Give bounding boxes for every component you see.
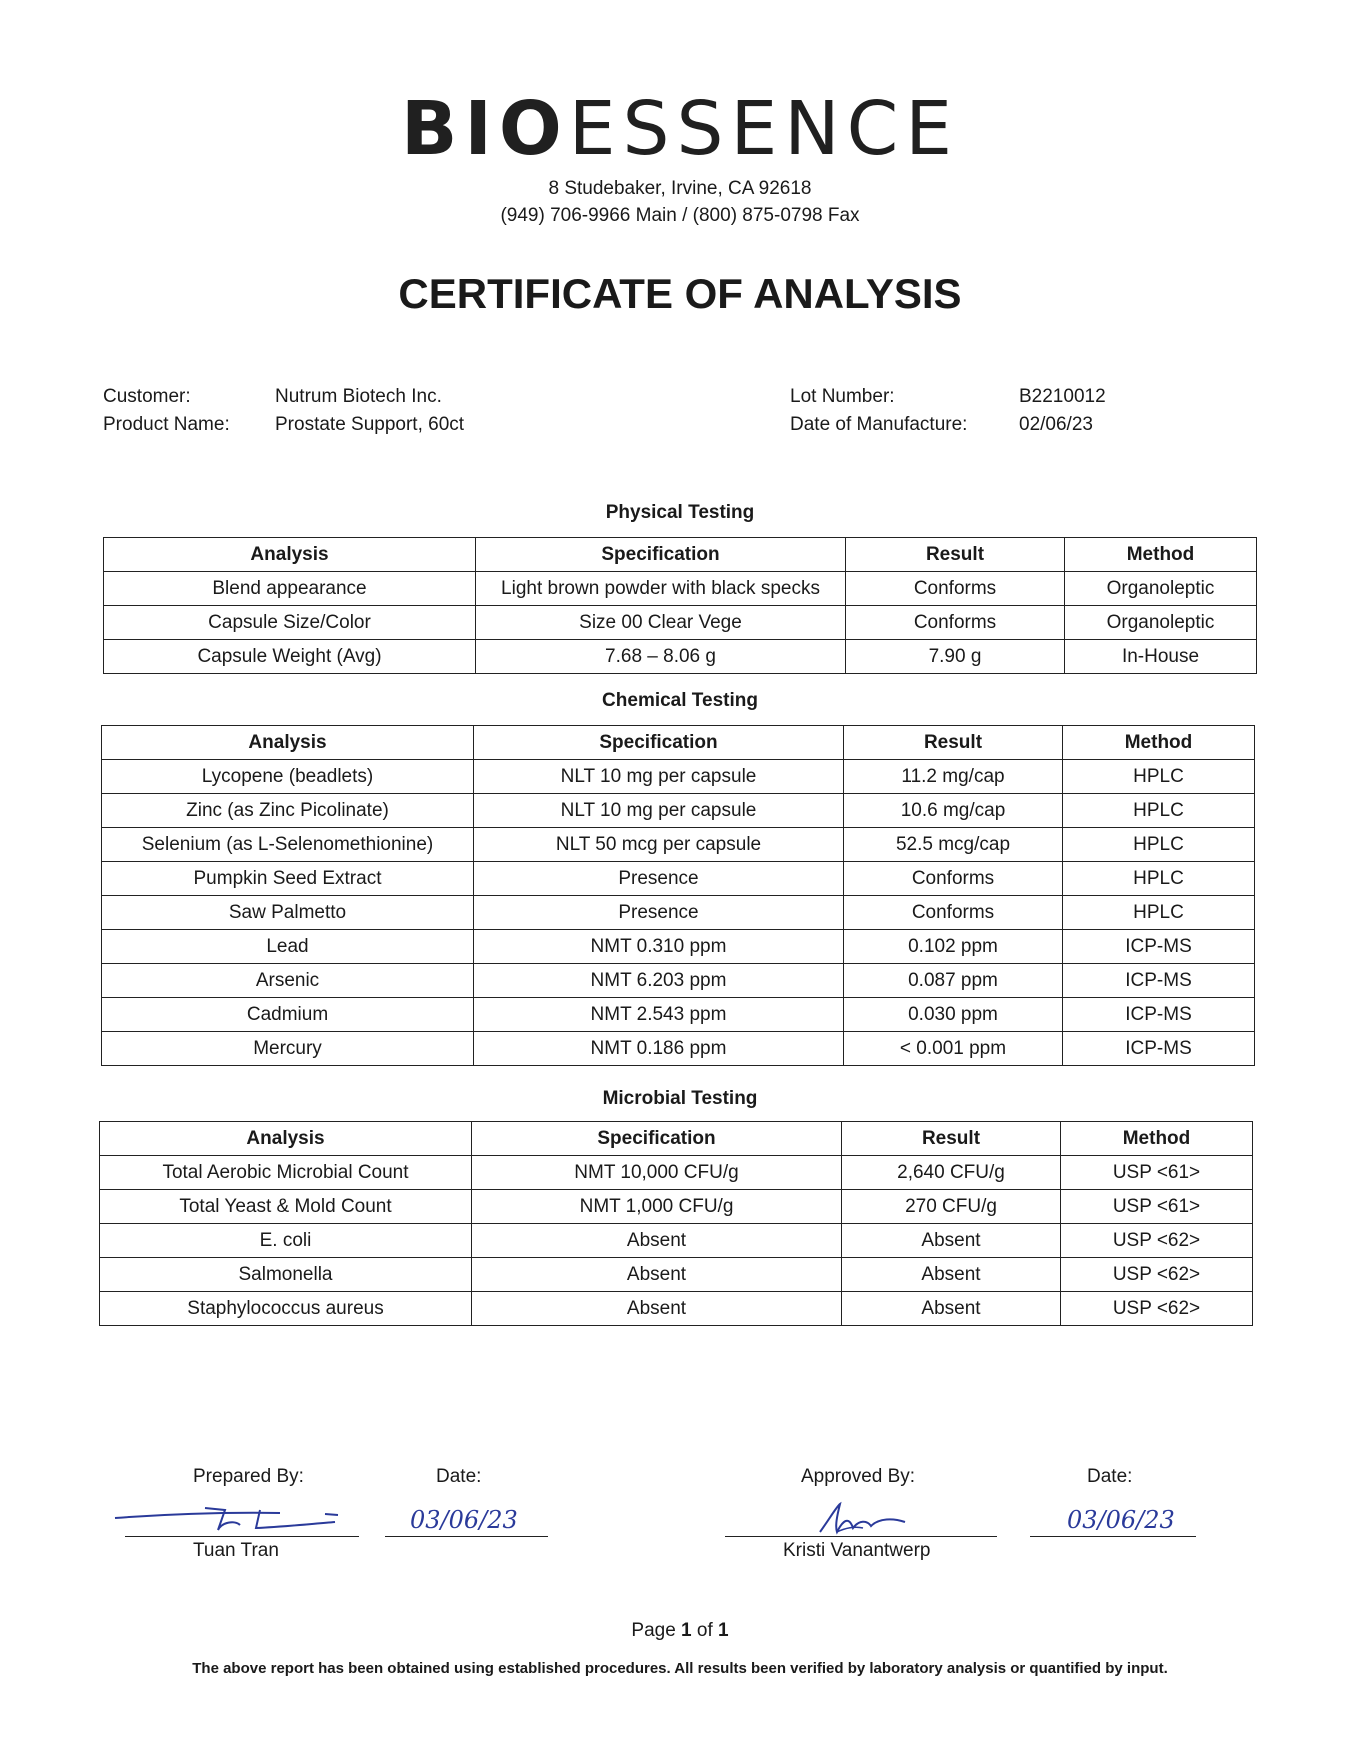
table-cell: < 0.001 ppm bbox=[844, 1032, 1063, 1066]
table-cell: Organoleptic bbox=[1065, 572, 1257, 606]
table-cell: USP <62> bbox=[1061, 1258, 1253, 1292]
prepared-by-label: Prepared By: bbox=[193, 1466, 304, 1487]
table-cell: 0.030 ppm bbox=[844, 998, 1063, 1032]
prepared-by-name: Tuan Tran bbox=[193, 1540, 279, 1561]
customer-label: Customer: bbox=[103, 386, 191, 407]
table-cell: 0.102 ppm bbox=[844, 930, 1063, 964]
column-header: Result bbox=[842, 1122, 1061, 1156]
table-cell: Selenium (as L-Selenomethionine) bbox=[102, 828, 474, 862]
company-address: 8 Studebaker, Irvine, CA 92618 bbox=[548, 178, 812, 199]
approved-by-label: Approved By: bbox=[801, 1466, 916, 1487]
table-cell: HPLC bbox=[1063, 862, 1255, 896]
table-cell: Absent bbox=[472, 1224, 842, 1258]
table-cell: 0.087 ppm bbox=[844, 964, 1063, 998]
microbial-testing-title: Microbial Testing bbox=[602, 1088, 758, 1109]
table-cell: HPLC bbox=[1063, 760, 1255, 794]
table-row bbox=[102, 760, 1255, 794]
table-row bbox=[102, 998, 1255, 1032]
table-row bbox=[102, 794, 1255, 828]
table-row bbox=[100, 1224, 1253, 1258]
table-row bbox=[102, 930, 1255, 964]
table-row bbox=[102, 964, 1255, 998]
column-header: Analysis bbox=[102, 726, 474, 760]
table-row bbox=[100, 1258, 1253, 1292]
table-cell: Presence bbox=[474, 862, 844, 896]
physical-testing-table bbox=[103, 537, 1257, 674]
table-cell: NMT 0.186 ppm bbox=[474, 1032, 844, 1066]
chemical-testing-table bbox=[101, 725, 1255, 1066]
table-cell: NLT 10 mg per capsule bbox=[474, 760, 844, 794]
table-cell: Cadmium bbox=[102, 998, 474, 1032]
table-cell: Absent bbox=[842, 1292, 1061, 1326]
column-header: Method bbox=[1061, 1122, 1253, 1156]
table-cell: 52.5 mcg/cap bbox=[844, 828, 1063, 862]
approved-date-line bbox=[1030, 1536, 1196, 1537]
microbial-testing-table bbox=[99, 1121, 1253, 1326]
column-header: Specification bbox=[472, 1122, 842, 1156]
table-cell: Lead bbox=[102, 930, 474, 964]
company-logo: BIOESSENCE bbox=[400, 86, 960, 172]
lot-label: Lot Number: bbox=[790, 386, 895, 407]
prepared-date-line bbox=[385, 1536, 548, 1537]
prepared-signature-image bbox=[110, 1500, 350, 1540]
table-cell: USP <62> bbox=[1061, 1224, 1253, 1258]
table-row bbox=[104, 572, 1257, 606]
table-cell: HPLC bbox=[1063, 828, 1255, 862]
table-cell: ICP-MS bbox=[1063, 998, 1255, 1032]
table-cell: NMT 1,000 CFU/g bbox=[472, 1190, 842, 1224]
document-title: CERTIFICATE OF ANALYSIS bbox=[398, 270, 962, 317]
table-cell: NLT 10 mg per capsule bbox=[474, 794, 844, 828]
customer-value: Nutrum Biotech Inc. bbox=[275, 386, 442, 407]
table-cell: Absent bbox=[472, 1258, 842, 1292]
table-cell: ICP-MS bbox=[1063, 1032, 1255, 1066]
prepared-date-label: Date: bbox=[436, 1466, 482, 1487]
table-cell: Absent bbox=[842, 1258, 1061, 1292]
table-cell: Total Aerobic Microbial Count bbox=[100, 1156, 472, 1190]
table-cell: 7.90 g bbox=[846, 640, 1065, 674]
lot-value: B2210012 bbox=[1019, 386, 1106, 407]
table-cell: In-House bbox=[1065, 640, 1257, 674]
dom-label: Date of Manufacture: bbox=[790, 414, 968, 435]
table-row bbox=[104, 606, 1257, 640]
table-cell: Total Yeast & Mold Count bbox=[100, 1190, 472, 1224]
table-row bbox=[100, 1190, 1253, 1224]
column-header: Method bbox=[1063, 726, 1255, 760]
column-header: Specification bbox=[474, 726, 844, 760]
table-cell: Conforms bbox=[844, 896, 1063, 930]
table-cell: 11.2 mg/cap bbox=[844, 760, 1063, 794]
table-cell: Size 00 Clear Vege bbox=[476, 606, 846, 640]
table-cell: Pumpkin Seed Extract bbox=[102, 862, 474, 896]
table-cell: USP <62> bbox=[1061, 1292, 1253, 1326]
column-header: Specification bbox=[476, 538, 846, 572]
table-cell: Lycopene (beadlets) bbox=[102, 760, 474, 794]
table-row bbox=[100, 1156, 1253, 1190]
table-cell: 10.6 mg/cap bbox=[844, 794, 1063, 828]
table-cell: Salmonella bbox=[100, 1258, 472, 1292]
table-cell: Light brown powder with black specks bbox=[476, 572, 846, 606]
approved-date-label: Date: bbox=[1087, 1466, 1133, 1487]
table-cell: E. coli bbox=[100, 1224, 472, 1258]
table-cell: NLT 50 mcg per capsule bbox=[474, 828, 844, 862]
company-phone: (949) 706-9966 Main / (800) 875-0798 Fax bbox=[500, 205, 860, 226]
table-cell: Arsenic bbox=[102, 964, 474, 998]
product-value: Prostate Support, 60ct bbox=[275, 414, 465, 435]
table-cell: Capsule Weight (Avg) bbox=[104, 640, 476, 674]
table-header-row bbox=[102, 726, 1255, 760]
prepared-signature-line bbox=[125, 1536, 359, 1537]
table-header-row bbox=[100, 1122, 1253, 1156]
table-cell: Organoleptic bbox=[1065, 606, 1257, 640]
table-cell: 7.68 – 8.06 g bbox=[476, 640, 846, 674]
table-cell: ICP-MS bbox=[1063, 964, 1255, 998]
table-cell: Saw Palmetto bbox=[102, 896, 474, 930]
approved-signature-line bbox=[725, 1536, 997, 1537]
table-row bbox=[102, 862, 1255, 896]
table-header-row bbox=[104, 538, 1257, 572]
table-row bbox=[102, 828, 1255, 862]
column-header: Result bbox=[846, 538, 1065, 572]
column-header: Analysis bbox=[100, 1122, 472, 1156]
dom-value: 02/06/23 bbox=[1019, 414, 1093, 435]
table-cell: Conforms bbox=[846, 606, 1065, 640]
page-number: Page 1 of 1 bbox=[631, 1620, 729, 1641]
table-cell: 270 CFU/g bbox=[842, 1190, 1061, 1224]
table-cell: Mercury bbox=[102, 1032, 474, 1066]
table-cell: Conforms bbox=[844, 862, 1063, 896]
table-cell: Conforms bbox=[846, 572, 1065, 606]
table-cell: USP <61> bbox=[1061, 1156, 1253, 1190]
table-cell: NMT 0.310 ppm bbox=[474, 930, 844, 964]
column-header: Result bbox=[844, 726, 1063, 760]
table-cell: NMT 10,000 CFU/g bbox=[472, 1156, 842, 1190]
table-cell: Presence bbox=[474, 896, 844, 930]
prepared-date-handwritten: 03/06/23 bbox=[410, 1506, 518, 1534]
table-row bbox=[102, 896, 1255, 930]
table-row bbox=[100, 1292, 1253, 1326]
column-header: Analysis bbox=[104, 538, 476, 572]
table-cell: Absent bbox=[472, 1292, 842, 1326]
table-cell: HPLC bbox=[1063, 896, 1255, 930]
physical-testing-title: Physical Testing bbox=[605, 502, 755, 523]
product-label: Product Name: bbox=[103, 414, 230, 435]
table-cell: Blend appearance bbox=[104, 572, 476, 606]
table-cell: Absent bbox=[842, 1224, 1061, 1258]
approved-by-name: Kristi Vanantwerp bbox=[783, 1540, 931, 1561]
approved-date-handwritten: 03/06/23 bbox=[1067, 1506, 1175, 1534]
table-row bbox=[102, 1032, 1255, 1066]
table-cell: Capsule Size/Color bbox=[104, 606, 476, 640]
table-cell: HPLC bbox=[1063, 794, 1255, 828]
table-cell: ICP-MS bbox=[1063, 930, 1255, 964]
table-row bbox=[104, 640, 1257, 674]
chemical-testing-title: Chemical Testing bbox=[602, 690, 758, 711]
table-cell: USP <61> bbox=[1061, 1190, 1253, 1224]
footer-disclaimer: The above report has been obtained using established procedures. All results been verified by laboratory analysis or quantified by input. bbox=[192, 1660, 1168, 1677]
approved-signature-image bbox=[815, 1498, 925, 1540]
table-cell: Staphylococcus aureus bbox=[100, 1292, 472, 1326]
table-cell: 2,640 CFU/g bbox=[842, 1156, 1061, 1190]
table-cell: NMT 2.543 ppm bbox=[474, 998, 844, 1032]
column-header: Method bbox=[1065, 538, 1257, 572]
table-cell: Zinc (as Zinc Picolinate) bbox=[102, 794, 474, 828]
table-cell: NMT 6.203 ppm bbox=[474, 964, 844, 998]
